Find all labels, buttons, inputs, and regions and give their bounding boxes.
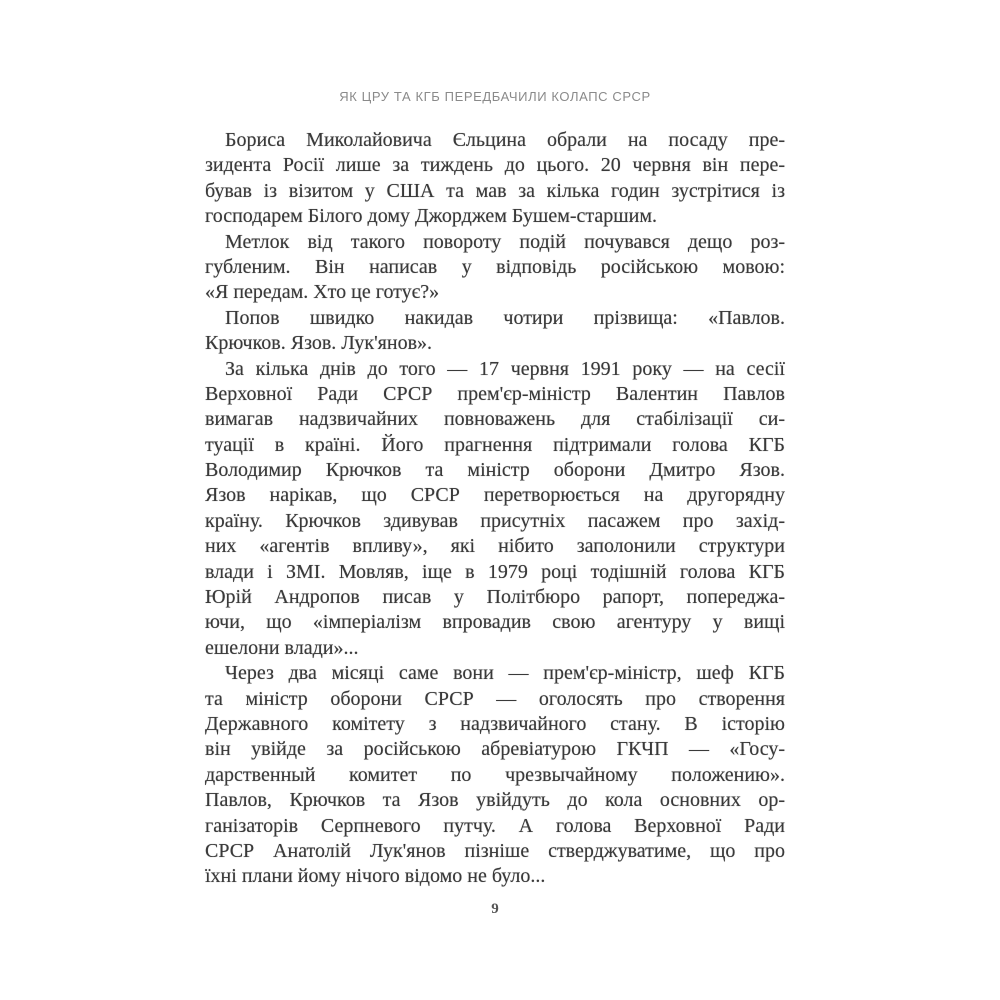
text-line: Верховної Ради СРСР прем'єр-міністр Валентин Павлов (205, 382, 785, 405)
text-line: їхні плани йому нічого відомо не було... (205, 865, 546, 888)
text-line: Володимир Крючков та міністр оборони Дмитро Язов. (205, 459, 785, 482)
text-line: влади і ЗМІ. Мовляв, іще в 1979 році тодішній голова КГБ (205, 560, 785, 583)
running-header: ЯК ЦРУ ТА КГБ ПЕРЕДБАЧИЛИ КОЛАПС СРСР (339, 89, 651, 104)
page-number: 9 (491, 901, 499, 917)
text-line: них «агентів впливу», які нібито заполонили структури (205, 535, 785, 558)
text-line: «Я передам. Хто це готує?» (205, 281, 440, 304)
text-line: Державного комітету з надзвичайного стану. В історію (205, 712, 785, 735)
text-line: ганізаторів Серпневого путчу. А голова Верховної Ради (205, 814, 785, 837)
text-line: ючи, що «імперіалізм впровадив свою агентуру у вищі (205, 611, 785, 634)
text-line: СРСР Анатолій Лук'янов пізніше стверджуватиме, що про (205, 839, 785, 862)
text-line: Попов швидко накидав чотири прізвища: «Павлов. (225, 306, 785, 329)
text-line: та міністр оборони СРСР — оголосять про створення (205, 687, 785, 710)
text-line: Метлок від такого повороту подій почувався дещо роз- (225, 230, 785, 253)
text-line: ешелони влади»... (205, 636, 359, 659)
text-line: господарем Білого дому Джорджем Бушем-старшим. (205, 205, 658, 228)
text-line: зидента Росії лише за тиждень до цього. 20 червня він пере- (205, 154, 785, 177)
text-line: За кілька днів до того — 17 червня 1991 року — на сесії (225, 357, 785, 380)
text-line: туації в країні. Його прагнення підтримали голова КГБ (205, 433, 785, 456)
body-text (205, 128, 785, 890)
text-line: він увійде за російською абревіатурою ГКЧП — «Госу- (205, 738, 785, 761)
text-line: Павлов, Крючков та Язов увійдуть до кола основних ор- (205, 789, 785, 812)
text-line: Юрій Андропов писав у Політбюро рапорт, попереджа- (205, 586, 785, 609)
text-line: дарственный комитет по чрезвычайному положению». (205, 763, 785, 786)
text-line: вимагав надзвичайних повноважень для стабілізації си- (205, 408, 785, 431)
text-line: губленим. Він написав у відповідь російською мовою: (205, 255, 785, 278)
text-line: Через два місяці саме вони — прем'єр-міністр, шеф КГБ (225, 662, 785, 685)
text-line: Бориса Миколайовича Єльцина обрали на посаду пре- (225, 129, 785, 151)
text-line: країну. Крючков здивував присутніх пасажем про захід- (205, 509, 785, 532)
text-line: Крючков. Язов. Лук'янов». (205, 332, 433, 355)
text-line: Язов нарікав, що СРСР перетворюється на другорядну (205, 484, 785, 507)
text-line: бував із візитом у США та мав за кілька годин зустрітися із (205, 179, 785, 202)
